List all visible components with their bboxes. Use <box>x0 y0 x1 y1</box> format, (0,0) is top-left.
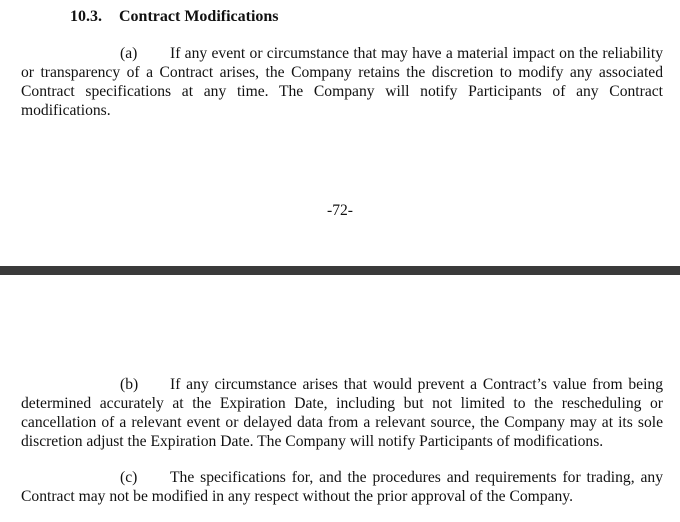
page-number: -72- <box>327 202 353 219</box>
paragraph-a-text: If any event or circumstance that may have a material impact on the reliability or transparency of a Contract arises, the Company retains the discretion to modify any associated Contract specifications at any time. The Company will notify Participants of any Contract modifications. <box>21 45 663 119</box>
paragraph-b-label: (b) <box>120 376 139 393</box>
section-number: 10.3. <box>70 8 102 25</box>
section-heading <box>70 8 279 26</box>
section-title: Contract Modifications <box>119 8 279 25</box>
page-separator <box>0 266 680 275</box>
document-page-73 <box>0 275 680 522</box>
paragraph-c-label: (c) <box>120 469 138 486</box>
paragraph-c-text: The specifications for, and the procedures and requirements for trading, any Contract may not be modified in any respect without the prior approval of the Company. <box>21 469 663 505</box>
paragraph-a-label: (a) <box>120 45 138 62</box>
paragraph-b-text: If any circumstance arises that would prevent a Contract’s value from being determined accurately at the Expiration Date, including but not limited to the rescheduling or cancellation of a relevant event or delayed data from a relevant source, the Company may at its sole discretion adjust the Expiration Date. The Company will notify Participants of modifications. <box>21 376 663 450</box>
paragraph-b <box>21 375 663 451</box>
paragraph-c <box>21 468 663 506</box>
paragraph-a <box>21 44 663 120</box>
